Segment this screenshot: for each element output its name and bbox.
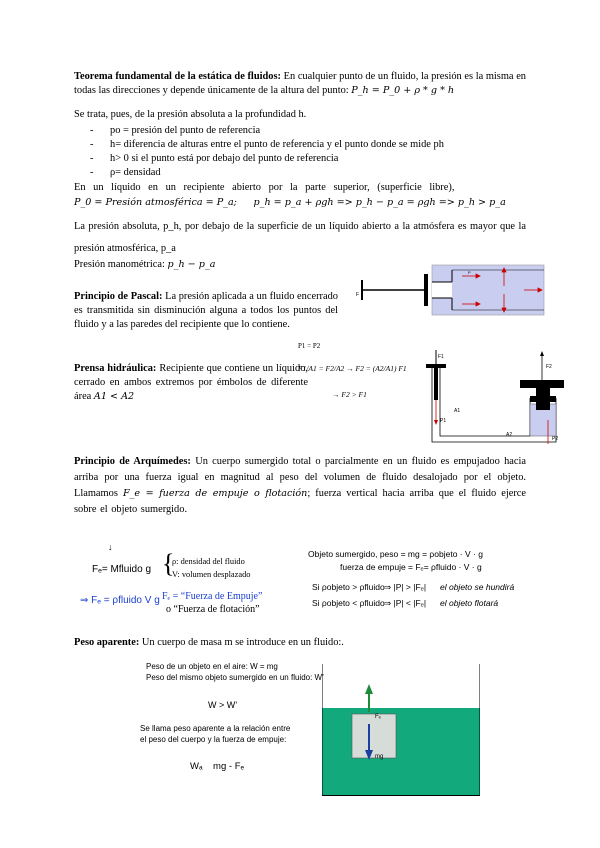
pascal-text: La presión aplicada a un fluido encerrado es transmitida sin disminución alguna a todos los puntos del fluido y a las paredes del recipiente que lo contiene.	[74, 291, 338, 331]
label-a2: A2	[506, 432, 513, 438]
list-item: - ρ= densidad	[90, 166, 510, 180]
float-condition-mid: ⇒ |P| < |Fₑ|	[384, 598, 427, 608]
apparent-definition-2: el peso del cuerpo y la fuerza de empuje:	[140, 735, 287, 744]
open-container-paragraph	[74, 181, 526, 195]
archimedes-text: Un cuerpo sumergido total o parcialmente en un fluido es empujadoo hacia arriba por una fuerza igual en magnitud al peso del volumen de fluido desalojado por el objeto. Llamamos	[74, 456, 526, 500]
sink-condition-left: Si ρobjeto > ρfluido	[312, 582, 385, 592]
apparent-weight-paragraph	[74, 636, 526, 650]
float-condition-left: Si ρobjeto < ρfluido	[312, 598, 385, 608]
weight-in-air: Peso de un objeto en el aire: W = mg	[146, 662, 278, 671]
definition-brace: {	[162, 549, 175, 578]
object-weight: Objeto sumergido, peso = mg = ρobjeto · V · g	[308, 549, 483, 559]
sink-condition-mid: ⇒ |P| > |Fₑ|	[384, 582, 427, 592]
sink-condition-result: el objeto se hundirá	[440, 582, 515, 592]
apparent-weight-heading: Peso aparente:	[74, 637, 140, 648]
buoyancy-label: Fₑ	[375, 714, 381, 720]
fundamental-heading: Teorema fundamental de la estática de fluidos:	[74, 71, 281, 82]
label-p2: P2	[552, 436, 559, 442]
weight-label: mg	[375, 754, 384, 760]
list-item: - h> 0 si el punto está por debajo del punto de referencia	[90, 152, 510, 166]
archimedes-heading: Principio de Arquímedes:	[74, 456, 191, 467]
list-item: - po = presión del punto de referencia	[90, 124, 510, 138]
buoyancy-rho-formula: ⇒ Fₑ = ρfluido V g	[80, 595, 160, 606]
fundamental-paragraph	[74, 70, 526, 98]
list-item: - h= diferencia de alturas entre el punto de referencia y el punto donde se mide ph	[90, 138, 510, 152]
water	[322, 708, 480, 796]
label-f2: F2	[546, 364, 552, 370]
pascal-diagram	[352, 262, 548, 318]
prensa-eq2: F1/A1 = F2/A2 → F2 = (A2/A1) F1	[298, 364, 407, 373]
hydraulic-press-diagram	[418, 350, 568, 450]
open-container-formulas	[74, 196, 526, 210]
large-piston-plate	[520, 380, 564, 388]
absolute-pressure-note: Se trata, pues, de la presión absoluta a la profundidad h.	[74, 109, 307, 120]
down-arrow-icon: ↓	[108, 542, 113, 552]
force-label: F	[356, 292, 360, 298]
prensa-paragraph	[74, 362, 308, 404]
submerged-object	[352, 714, 396, 758]
manometric-formula: p_h − p_a	[167, 259, 216, 270]
fundamental-text: En cualquier punto de un fluido, la presión es la misma en todas las direcciones y depende únicamente de la altura del punto:	[74, 71, 526, 97]
prensa-eq3: → F2 > F1	[332, 390, 367, 399]
pascal-paragraph	[74, 290, 338, 332]
prensa-text: Recipiente que contiene un líquido, cerrado en ambos extremos por émbolos de diferente área	[74, 363, 308, 403]
absolute-pressure-text: La presión absoluta, p_h, por debajo de la superficie de un líquido abierto a la atmósfera es mayor que la presión atmosférica, p_a	[74, 221, 526, 254]
rho-definition: ρ: densidad del fluido	[172, 557, 245, 566]
buoyancy-mass-formula: Fₑ= Mfluido g	[92, 564, 152, 575]
float-condition-result: el objeto flotará	[440, 598, 499, 608]
buoyancy-name-1: Fₑ = “Fuerza de Empuje”	[162, 591, 263, 602]
gauge-derivation: p_h = p_a + ρgh => p_h − p_a = ρgh => p_h > p_a	[253, 197, 506, 208]
pascal-heading: Principio de Pascal:	[74, 291, 163, 302]
open-container-text: En un líquido en un recipiente abierto por la parte superior, (superficie libre),	[74, 182, 455, 193]
label-f1: F1	[438, 354, 444, 360]
definitions-list	[90, 124, 510, 180]
buoyancy-name-2: o “Fuerza de flotación”	[166, 604, 260, 615]
object-buoyancy: fuerza de empuje = Fₑ= ρfluido · V · g	[340, 562, 482, 572]
small-piston-plate	[426, 364, 446, 368]
prensa-heading: Prensa hidráulica:	[74, 363, 157, 374]
weight-inequality: W > W’	[208, 700, 238, 710]
volume-definition: V: volumen desplazado	[172, 570, 251, 579]
atm-formula: P_0 = Presión atmosférica = P_a;	[74, 197, 237, 208]
arrow-label: P	[468, 270, 471, 275]
prensa-eq1: P1 = P2	[298, 342, 321, 350]
area-inequality: A1 < A2	[93, 391, 135, 403]
buoyancy-definition: F_e = fuerza de empuje o flotación	[122, 488, 308, 500]
weight-submerged: Peso del mismo objeto sumergido en un fluido: W’	[146, 673, 324, 682]
archimedes-text-2: ; fuerza vertical hacia arriba que el fluido ejerce sobre el objeto sumergido.	[74, 488, 527, 516]
archimedes-paragraph	[74, 454, 526, 519]
apparent-definition-1: Se llama peso aparente a la relación entre	[140, 724, 291, 733]
submerged-object-diagram	[322, 664, 480, 796]
apparent-weight-formula: Wₐ mg - Fₑ	[190, 761, 245, 772]
apparent-weight-text: Un cuerpo de masa m se introduce en un fluido:.	[141, 637, 344, 648]
manometric-label: Presión manométrica:	[74, 259, 165, 270]
label-p1: P1	[440, 418, 447, 424]
fundamental-formula: P_h = P_0 + ρ * g * h	[351, 85, 455, 97]
label-a1: A1	[454, 408, 461, 414]
